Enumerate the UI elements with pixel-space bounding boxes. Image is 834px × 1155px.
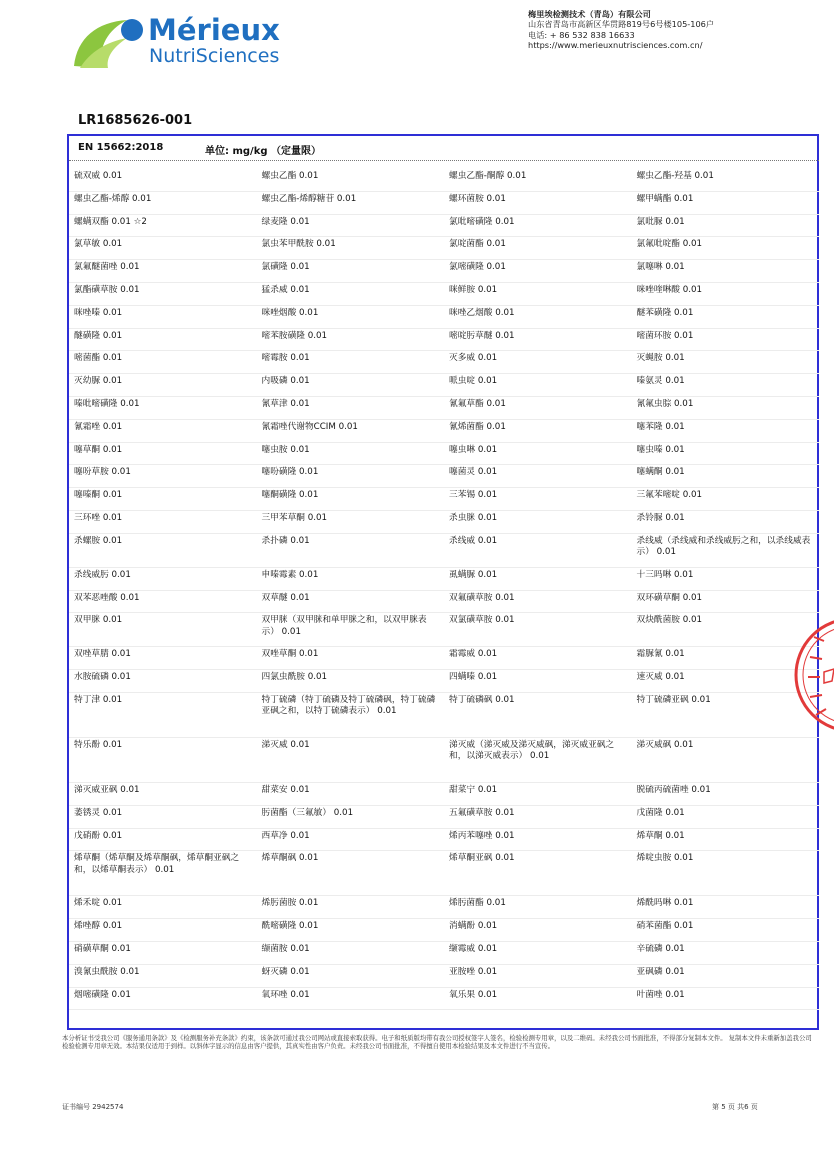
table-row — [69, 237, 819, 260]
table-cell: 灭多威 0.01 — [449, 353, 498, 364]
table-cell: 氯氟醚菌唑 0.01 — [74, 262, 140, 273]
table-row — [69, 443, 819, 466]
table-cell: 戊硝酚 0.01 — [74, 830, 123, 841]
table-cell: 氯磺隆 0.01 — [261, 262, 310, 273]
table-cell: 双草醚 0.01 — [261, 592, 310, 603]
table-cell: 噻草酮 0.01 — [74, 444, 123, 455]
table-cell: 嘧霉胺 0.01 — [261, 353, 310, 364]
table-cell: 烯酰吗啉 0.01 — [636, 898, 694, 909]
table-cell: 氧乐果 0.01 — [449, 989, 498, 1000]
table-row — [69, 851, 819, 896]
company-address: 山东省青岛市高新区华贯路819号6号楼105-106户 — [528, 19, 715, 30]
table-cell: 涕灭威砜 0.01 — [636, 739, 694, 750]
table-row — [69, 806, 819, 829]
table-cell: 特丁硫磷砜 0.01 — [449, 694, 515, 705]
table-cell: 涕灭威（涕灭威及涕灭威砜，涕灭威亚砜之和，以涕灭威表示） 0.01 — [449, 739, 615, 762]
table-cell: 哌虫啶 0.01 — [449, 376, 498, 387]
table-cell: 烯唑醇 0.01 — [74, 921, 123, 932]
table-cell: 烯丙苯噻唑 0.01 — [449, 830, 515, 841]
table-cell: 亚胺唑 0.01 — [449, 966, 498, 977]
table-cell: 螺虫乙酯-酮醇 0.01 — [449, 171, 527, 181]
company-website[interactable]: https://www.merieuxnutrisciences.com.cn/ — [528, 40, 703, 51]
table-cell: 双氟磺草胺 0.01 — [449, 592, 515, 603]
company-logo — [72, 8, 287, 70]
table-cell: 噻酮磺隆 0.01 — [261, 490, 319, 501]
table-row — [69, 488, 819, 511]
table-cell: 涕灭威 0.01 — [261, 739, 310, 750]
method-unit: 单位: mg/kg （定量限） — [205, 146, 322, 157]
table-row — [69, 465, 819, 488]
table-row — [69, 511, 819, 534]
table-row — [69, 215, 819, 238]
table-row — [69, 919, 819, 942]
table-cell: 杀虫脒 0.01 — [449, 512, 498, 523]
table-cell: 噻螨酮 0.01 — [636, 467, 685, 478]
table-cell: 氯氟吡啶酯 0.01 — [636, 239, 703, 250]
table-cell: 噻虫啉 0.01 — [449, 444, 498, 455]
table-cell: 氰氟虫腙 0.01 — [636, 398, 694, 409]
table-cell: 杀线威（杀线威和杀线威肟之和，以杀线威表示） 0.01 — [636, 535, 811, 558]
table-row — [69, 783, 819, 806]
company-phone: 电话: + 86 532 838 16633 — [528, 29, 635, 40]
table-cell: 特丁硫磷亚砜 0.01 — [636, 694, 711, 705]
table-cell: 申嗪霉素 0.01 — [261, 569, 319, 580]
table-cell: 杀螺胺 0.01 — [74, 535, 123, 546]
table-cell: 消螨酚 0.01 — [449, 921, 498, 932]
table-cell: 烟嘧磺隆 0.01 — [74, 989, 131, 1000]
table-cell: 噻菌灵 0.01 — [449, 467, 498, 478]
table-row — [69, 306, 819, 329]
table-cell: 嗪吡嘧磺隆 0.01 — [74, 398, 140, 409]
table-cell: 霜霉威 0.01 — [449, 649, 498, 660]
table-cell: 杀铃脲 0.01 — [636, 512, 685, 523]
table-cell: 氯吡嘧磺隆 0.01 — [449, 216, 515, 227]
table-cell: 三甲苯草酮 0.01 — [261, 512, 328, 523]
company-info — [528, 9, 714, 51]
table-row — [69, 988, 819, 1011]
table-cell: 虱螨脲 0.01 — [449, 569, 498, 580]
table-cell: 三苯锡 0.01 — [449, 490, 498, 501]
table-cell: 双甲脒（双甲脒和单甲脒之和，以双甲脒表示） 0.01 — [261, 615, 427, 637]
table-cell: 醚磺隆 0.01 — [74, 330, 123, 341]
certificate-number: 证书编号 2942574 — [62, 1103, 124, 1111]
table-cell: 硫双威 0.01 — [74, 171, 123, 181]
table-row — [69, 693, 819, 738]
table-cell: 氰霜唑代谢物CCIM 0.01 — [261, 421, 358, 432]
table-row — [69, 260, 819, 283]
table-cell: 嘧菌环胺 0.01 — [636, 330, 694, 341]
table-cell: 咪唑乙烟酸 0.01 — [449, 307, 515, 318]
page-number: 第 5 页 共6 页 — [712, 1103, 758, 1111]
table-cell: 西草净 0.01 — [261, 830, 310, 841]
table-cell: 双甲脒 0.01 — [74, 615, 123, 626]
table-cell: 霜脲氰 0.01 — [636, 649, 685, 660]
table-cell: 戊菌隆 0.01 — [636, 807, 685, 818]
table-cell: 氯草敏 0.01 — [74, 239, 123, 250]
table-cell: 四氯虫酰胺 0.01 — [261, 672, 328, 683]
table-cell: 硝磺草酮 0.01 — [74, 943, 131, 954]
table-cell: 双环磺草酮 0.01 — [636, 592, 703, 603]
table-cell: 特丁硫磷（特丁硫磷及特丁硫磷砜，特丁硫磷亚砜之和，以特丁硫磷表示） 0.01 — [261, 694, 436, 717]
table-cell: 氯嘧磺隆 0.01 — [449, 262, 506, 273]
table-cell: 蚜灭磷 0.01 — [261, 966, 310, 977]
divider — [69, 160, 819, 161]
table-cell: 嘧啶肟草醚 0.01 — [449, 330, 515, 341]
table-cell: 酰嘧磺隆 0.01 — [261, 921, 319, 932]
table-cell: 螺甲螨酯 0.01 — [636, 193, 694, 204]
table-cell: 甜菜安 0.01 — [261, 784, 310, 795]
table-cell: 十三吗啉 0.01 — [636, 569, 694, 580]
table-cell: 烯草酮砜 0.01 — [261, 853, 319, 864]
table-cell: 氰氟草酯 0.01 — [449, 398, 506, 409]
company-seal — [794, 577, 834, 807]
table-cell: 氰草津 0.01 — [261, 398, 310, 409]
table-cell: 烯啶虫胺 0.01 — [636, 853, 694, 864]
table-cell: 三氟苯嘧啶 0.01 — [636, 490, 703, 501]
table-cell: 内吸磷 0.01 — [261, 376, 310, 387]
table-cell: 烯肟菌酯 0.01 — [449, 898, 506, 909]
table-row — [69, 397, 819, 420]
table-cell: 噻吩磺隆 0.01 — [261, 467, 319, 478]
table-cell: 噻虫嗪 0.01 — [636, 444, 685, 455]
table-row — [69, 670, 819, 693]
seal-stamp-icon — [794, 577, 834, 807]
table-cell: 水胺硫磷 0.01 — [74, 672, 131, 683]
table-cell: 五氟磺草胺 0.01 — [449, 807, 515, 818]
table-cell: 硝苯菌酯 0.01 — [636, 921, 694, 932]
table-cell: 三环唑 0.01 — [74, 512, 123, 523]
table-cell: 杀扑磷 0.01 — [261, 535, 310, 546]
table-row — [69, 351, 819, 374]
table-row — [69, 192, 819, 215]
table-cell: 特乐酚 0.01 — [74, 739, 123, 750]
table-cell: 烯禾啶 0.01 — [74, 898, 123, 909]
table-cell: 氰烯菌酯 0.01 — [449, 421, 506, 432]
table-cell: 咪唑嗪 0.01 — [74, 307, 123, 318]
method-header — [78, 142, 322, 157]
table-cell: 绿麦隆 0.01 — [261, 216, 310, 227]
logo-brand-text: Mérieux — [148, 13, 280, 47]
table-cell: 四螨嗪 0.01 — [449, 672, 498, 683]
table-row — [69, 420, 819, 443]
table-cell: 溴氰虫酰胺 0.01 — [74, 966, 140, 977]
table-cell: 灭幼脲 0.01 — [74, 376, 123, 387]
table-cell: 氯吡脲 0.01 — [636, 216, 685, 227]
table-row — [69, 896, 819, 919]
table-cell: 萎锈灵 0.01 — [74, 807, 123, 818]
table-cell: 氰霜唑 0.01 — [74, 421, 123, 432]
table-cell: 咪唑喹啉酸 0.01 — [636, 284, 703, 295]
logo-sub-text: NutriSciences — [149, 45, 280, 67]
table-cell: 辛硫磷 0.01 — [636, 943, 685, 954]
method-standard: EN 15662:2018 — [78, 142, 164, 153]
table-cell: 氯虫苯甲酰胺 0.01 — [261, 239, 336, 250]
table-cell: 氯啶菌酯 0.01 — [449, 239, 506, 250]
table-cell: 猛杀威 0.01 — [261, 284, 310, 295]
table-cell: 螺螨双酯 0.01 ☆2 — [74, 216, 147, 227]
table-cell: 咪唑烟酸 0.01 — [261, 307, 319, 318]
logo-mark-icon — [72, 8, 287, 70]
table-cell: 灭蝇胺 0.01 — [636, 353, 685, 364]
table-cell: 脱硫丙硫菌唑 0.01 — [636, 784, 711, 795]
table-cell: 噻嗪酮 0.01 — [74, 490, 123, 501]
table-cell: 螺虫乙酯-烯醇 0.01 — [74, 193, 152, 204]
table-row — [69, 568, 819, 591]
table-cell: 甜菜宁 0.01 — [449, 784, 498, 795]
table-cell: 速灭威 0.01 — [636, 672, 685, 683]
table-cell: 双炔酰菌胺 0.01 — [636, 615, 703, 626]
table-row — [69, 829, 819, 852]
table-cell: 涕灭威亚砜 0.01 — [74, 784, 140, 795]
table-cell: 双苯恶唑酸 0.01 — [74, 592, 140, 603]
table-cell: 杀线威 0.01 — [449, 535, 498, 546]
table-cell: 双唑草酮 0.01 — [261, 649, 319, 660]
table-cell: 噻苯隆 0.01 — [636, 421, 685, 432]
table-cell: 嘧菌酯 0.01 — [74, 353, 123, 364]
table-row — [69, 283, 819, 306]
table-cell: 咪鲜胺 0.01 — [449, 284, 498, 295]
report-id: LR1685626-001 — [78, 113, 193, 128]
table-cell: 醚苯磺隆 0.01 — [636, 307, 694, 318]
footer-notice: 本分析证书受我公司《服务通用条款》及《检测服务补充条款》约束，该条款可通过我公司网站或直接索取获得。电子和纸质版均带有我公司授权签字人签名，检验检测专用章，以及二维码。未经我公司书面批准，不得部分复制本文件。 复制本文件未重新加盖我公司检验检测专用章无效。本结果仅适用于到样。以斜体字显示的信息由客户提供，其真实性由客户负责。未经我公司书面批准，不得擅自使用本检验结果及本文件进行不当宣传。 — [62, 1034, 812, 1051]
table-cell: 烯草酮 0.01 — [636, 830, 685, 841]
table-cell: 螺环菌胺 0.01 — [449, 193, 506, 204]
table-cell: 螺虫乙酯-烯醇糖苷 0.01 — [261, 193, 357, 204]
table-cell: 氧环唑 0.01 — [261, 989, 310, 1000]
table-cell: 氯噻啉 0.01 — [636, 262, 685, 273]
table-cell: 嘧苯胺磺隆 0.01 — [261, 330, 328, 341]
table-cell: 双氯磺草胺 0.01 — [449, 615, 515, 626]
table-row — [69, 613, 819, 647]
table-row — [69, 329, 819, 352]
table-cell: 肟菌酯（三氟敏） 0.01 — [261, 807, 354, 818]
table-row — [69, 965, 819, 988]
table-cell: 缬菌胺 0.01 — [261, 943, 310, 954]
table-cell: 亚砜磷 0.01 — [636, 966, 685, 977]
table-cell: 双唑草腈 0.01 — [74, 649, 131, 660]
results-table — [69, 169, 819, 1010]
table-row — [69, 591, 819, 614]
table-cell: 杀线威肟 0.01 — [74, 569, 131, 580]
table-row — [69, 374, 819, 397]
table-cell: 特丁津 0.01 — [74, 694, 123, 705]
table-cell: 噻吩草胺 0.01 — [74, 467, 131, 478]
table-cell: 螺虫乙酯 0.01 — [261, 171, 319, 181]
table-cell: 叶菌唑 0.01 — [636, 989, 685, 1000]
table-cell: 氯酯磺草胺 0.01 — [74, 284, 140, 295]
table-cell: 烯草酮亚砜 0.01 — [449, 853, 515, 864]
table-cell: 螺虫乙酯-羟基 0.01 — [636, 171, 714, 181]
table-cell: 烯肟菌胺 0.01 — [261, 898, 319, 909]
table-row — [69, 942, 819, 965]
table-row — [69, 169, 819, 192]
table-cell: 嗪氨灵 0.01 — [636, 376, 685, 387]
table-row — [69, 738, 819, 783]
table-row — [69, 534, 819, 568]
table-cell: 噻虫胺 0.01 — [261, 444, 310, 455]
company-name: 梅里埃检测技术（青岛）有限公司 — [528, 9, 651, 19]
table-row — [69, 647, 819, 670]
table-cell: 缬霉威 0.01 — [449, 943, 498, 954]
table-cell: 烯草酮（烯草酮及烯草酮砜，烯草酮亚砜之和，以烯草酮表示） 0.01 — [74, 853, 240, 875]
